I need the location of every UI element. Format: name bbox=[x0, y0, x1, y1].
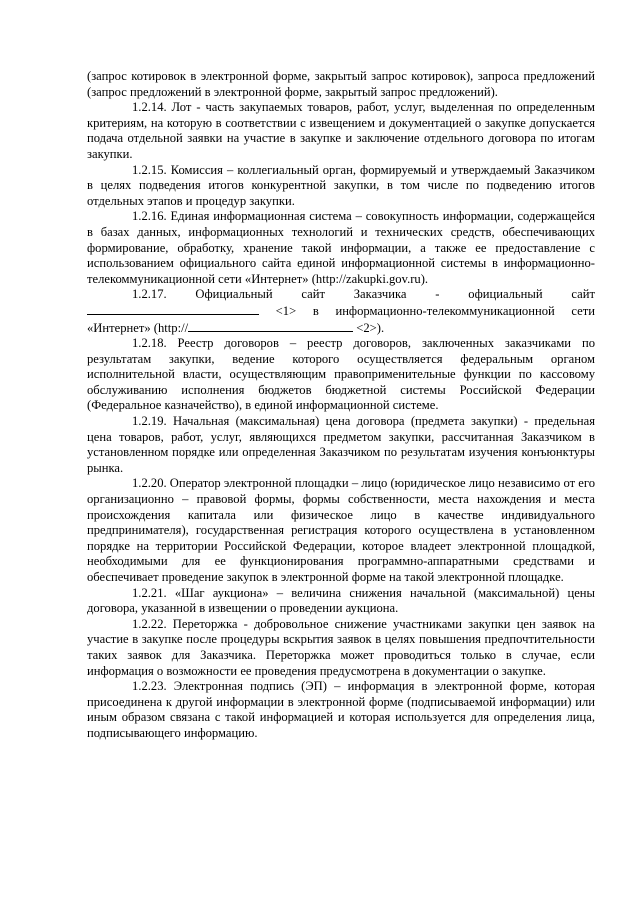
document-body bbox=[87, 69, 595, 742]
paragraph-text-part: <2>). bbox=[356, 320, 385, 335]
paragraph-text: 1.2.16. Единая информационная система – совокупность информации, содержащейся в базах данных, информационных технологий и технических средств, обеспечивающих формирование, обработку, хранение такой информации, а также ее предоставление с использованием официального сайта единой информационной системы в информационно-телекоммуникационной сети «Интернет» (http://zakupki.gov.ru). bbox=[87, 209, 595, 286]
paragraph-1-2-16 bbox=[87, 209, 595, 287]
paragraph-text: 1.2.23. Электронная подпись (ЭП) – информация в электронной форме, которая присоединена к другой информации в электронной форме (подписываемой информации) или иным образом связана с такой информацией и которая используется для определения лица, подписывающего информацию. bbox=[87, 679, 595, 740]
paragraph-1-2-14 bbox=[87, 100, 595, 162]
paragraph-1-2-21 bbox=[87, 586, 595, 617]
paragraph-continuation bbox=[87, 69, 595, 100]
paragraph-text: 1.2.15. Комиссия – коллегиальный орган, формируемый и утверждаемый Заказчиком в целях подведения итогов конкурентной закупки, в том числе по подведению итогов отдельных этапов и процедур закупки. bbox=[87, 162, 595, 208]
paragraph-text: 1.2.20. Оператор электронной площадки – лицо (юридическое лицо независимо от его организационно – правовой формы, формы собственности, места нахождения и места происхождения капитала или физическое лицо в качестве индивидуального предпринимателя), государственная регистрация которого осуществлена в установленном порядке на территории Российской Федерации, которое владеет электронной площадкой, необходимыми для ее функционирования программно-аппаратными средствами и обеспечивает проведение закупок в электронной форме на такой электронной площадке. bbox=[87, 476, 595, 584]
blank-fill-line bbox=[188, 320, 353, 332]
paragraph-1-2-15 bbox=[87, 163, 595, 210]
paragraph-1-2-23 bbox=[87, 679, 595, 741]
paragraph-text: 1.2.19. Начальная (максимальная) цена договора (предмета закупки) - предельная цена товаров, работ, услуг, являющихся предметом закупки, рассчитанная Заказчиком в установленном порядке или определенная Заказчиком по результатам изучения конъюнктуры рынка. bbox=[87, 414, 595, 475]
paragraph-1-2-19 bbox=[87, 414, 595, 476]
paragraph-text-part: 1.2.17. Официальный сайт Заказчика - официальный сайт bbox=[132, 287, 595, 302]
paragraph-1-2-22 bbox=[87, 617, 595, 679]
paragraph-1-2-18 bbox=[87, 336, 595, 414]
paragraph-text: 1.2.18. Реестр договоров – реестр договоров, заключенных заказчиками по результатам закупки, ведение которого осуществляется федеральным органом исполнительной власти, осуществляющим правоприменительные функции по кассовому обслуживанию исполнения бюджетов бюджетной системы Российской Федерации (Федеральное казначейство), в единой информационной системе. bbox=[87, 336, 595, 413]
paragraph-text: (запрос котировок в электронной форме, закрытый запрос котировок), запроса предложений (запрос предложений в электронной форме, закрытый запрос предложений). bbox=[87, 69, 595, 99]
paragraph-1-2-20 bbox=[87, 476, 595, 585]
paragraph-text: 1.2.14. Лот - часть закупаемых товаров, работ, услуг, выделенная по определенным критериям, на которую в соответствии с извещением и документацией о закупке допускается подача отдельной заявки на участие в закупке и заключение отдельного договора по итогам закупки. bbox=[87, 100, 595, 161]
blank-fill-line bbox=[87, 303, 259, 315]
paragraph-text-part: <1> в информационно-телекоммуникационной сети «Интернет» (http:// bbox=[87, 303, 595, 335]
paragraph-1-2-17 bbox=[87, 287, 595, 336]
paragraph-text: 1.2.22. Переторжка - добровольное снижение участниками закупки цен заявок на участие в закупке после процедуры вскрытия заявок в целях повышения предпочтительности таких заявок для Заказчика. Переторжка может проводиться только в случае, если информация о возможности ее проведения предусмотрена в документации о закупке. bbox=[87, 616, 595, 678]
paragraph-text: 1.2.21. «Шаг аукциона» – величина снижения начальной (максимальной) цены договора, указанной в извещении о проведении аукциона. bbox=[87, 585, 595, 616]
